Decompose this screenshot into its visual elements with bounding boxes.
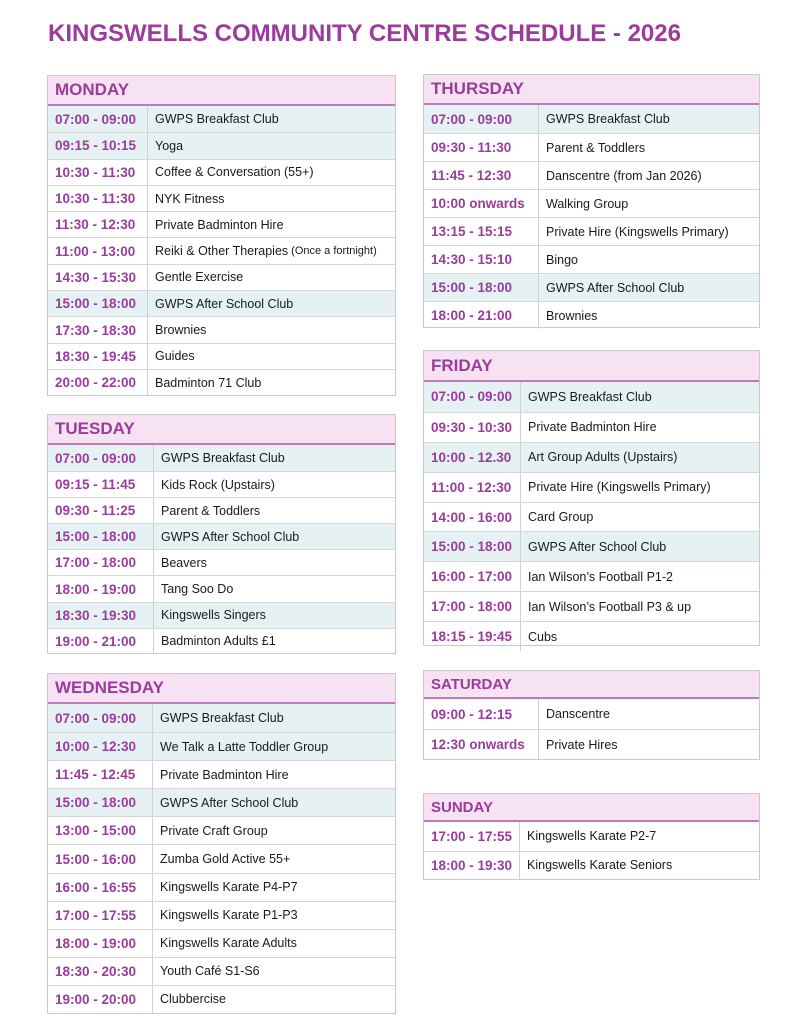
schedule-row bbox=[424, 382, 759, 412]
time-slot: 15:00 - 16:00 bbox=[48, 845, 153, 872]
activity-cell bbox=[539, 699, 610, 729]
activity-label: GWPS After School Club bbox=[155, 296, 294, 311]
schedule-row bbox=[48, 523, 395, 549]
saturday-schedule bbox=[423, 670, 760, 760]
schedule-row bbox=[48, 985, 395, 1013]
activity-cell bbox=[539, 730, 618, 759]
activity-cell bbox=[148, 133, 183, 158]
schedule-row bbox=[424, 591, 759, 621]
activity-label: Brownies bbox=[155, 323, 207, 338]
activity-label: Gentle Exercise bbox=[155, 270, 244, 285]
activity-note: (Once a fortnight) bbox=[291, 245, 377, 258]
time-slot: 11:30 - 12:30 bbox=[48, 212, 148, 237]
day-heading-monday: MONDAY bbox=[48, 76, 395, 106]
schedule-row bbox=[48, 237, 395, 263]
schedule-row bbox=[424, 245, 759, 273]
schedule-row bbox=[48, 445, 395, 471]
time-slot: 14:00 - 16:00 bbox=[424, 503, 521, 532]
schedule-row bbox=[48, 873, 395, 901]
schedule-row bbox=[48, 106, 395, 132]
day-heading-friday: FRIDAY bbox=[424, 351, 759, 382]
day-heading-wednesday: WEDNESDAY bbox=[48, 674, 395, 704]
time-slot: 11:45 - 12:30 bbox=[424, 162, 539, 189]
schedule-row bbox=[48, 343, 395, 369]
activity-cell bbox=[153, 930, 297, 957]
activity-cell bbox=[521, 562, 673, 591]
schedule-row bbox=[424, 442, 759, 472]
time-slot: 18:30 - 20:30 bbox=[48, 958, 153, 985]
schedule-row bbox=[48, 264, 395, 290]
activity-cell bbox=[148, 186, 224, 211]
time-slot: 09:30 - 11:25 bbox=[48, 498, 154, 523]
schedule-row bbox=[48, 159, 395, 185]
time-slot: 10:00 onwards bbox=[424, 190, 539, 217]
time-slot: 07:00 - 09:00 bbox=[48, 106, 148, 132]
activity-label: Ian Wilson’s Football P3 & up bbox=[528, 599, 692, 614]
activity-label: Beavers bbox=[161, 555, 207, 570]
time-slot: 07:00 - 09:00 bbox=[48, 704, 153, 732]
time-slot: 15:00 - 18:00 bbox=[424, 274, 539, 301]
time-slot: 17:00 - 17:55 bbox=[424, 822, 520, 851]
activity-label: GWPS After School Club bbox=[546, 280, 685, 295]
activity-cell bbox=[148, 317, 206, 342]
activity-label: Kingswells Singers bbox=[161, 608, 266, 623]
activity-label: GWPS Breakfast Club bbox=[155, 112, 279, 127]
time-slot: 17:00 - 18:00 bbox=[48, 550, 154, 575]
time-slot: 07:00 - 09:00 bbox=[48, 445, 154, 471]
activity-label: Private Hires bbox=[546, 737, 618, 752]
time-slot: 20:00 - 22:00 bbox=[48, 370, 148, 395]
time-slot: 09:15 - 11:45 bbox=[48, 472, 154, 497]
schedule-row bbox=[424, 472, 759, 502]
activity-label: Private Hire (Kingswells Primary) bbox=[528, 480, 711, 495]
activity-cell bbox=[539, 134, 645, 161]
activity-cell bbox=[539, 218, 729, 245]
time-slot: 15:00 - 18:00 bbox=[48, 789, 153, 816]
activity-cell bbox=[148, 106, 279, 132]
time-slot: 09:15 - 10:15 bbox=[48, 133, 148, 158]
activity-label: Ian Wilson’s Football P1-2 bbox=[528, 569, 673, 584]
schedule-row bbox=[424, 502, 759, 532]
time-slot: 07:00 - 09:00 bbox=[424, 105, 539, 133]
activity-label: GWPS After School Club bbox=[528, 539, 667, 554]
schedule-row bbox=[48, 575, 395, 601]
activity-label: Badminton 71 Club bbox=[155, 375, 262, 390]
time-slot: 15:00 - 18:00 bbox=[424, 532, 521, 561]
time-slot: 13:15 - 15:15 bbox=[424, 218, 539, 245]
schedule-row bbox=[424, 822, 759, 851]
time-slot: 09:00 - 12:15 bbox=[424, 699, 539, 729]
activity-cell bbox=[154, 576, 233, 601]
schedule-row bbox=[48, 760, 395, 788]
time-slot: 11:45 - 12:45 bbox=[48, 761, 153, 788]
time-slot: 19:00 - 21:00 bbox=[48, 629, 154, 654]
time-slot: 10:00 - 12:30 bbox=[48, 733, 153, 760]
schedule-row bbox=[48, 290, 395, 316]
activity-cell bbox=[154, 498, 260, 523]
activity-cell bbox=[521, 622, 557, 651]
schedule-row bbox=[48, 602, 395, 628]
activity-cell bbox=[520, 822, 656, 851]
schedule-row bbox=[48, 549, 395, 575]
activity-label: Yoga bbox=[155, 138, 184, 153]
thursday-schedule bbox=[423, 74, 760, 328]
activity-label: NYK Fitness bbox=[155, 191, 225, 206]
schedule-row bbox=[424, 412, 759, 442]
page-title: KINGSWELLS COMMUNITY CENTRE SCHEDULE - 2026 bbox=[48, 20, 681, 47]
schedule-row bbox=[48, 704, 395, 732]
activity-label: We Talk a Latte Toddler Group bbox=[160, 739, 329, 754]
schedule-row bbox=[424, 133, 759, 161]
activity-cell bbox=[153, 874, 298, 901]
activity-cell bbox=[153, 845, 290, 872]
schedule-row bbox=[424, 301, 759, 329]
time-slot: 16:00 - 17:00 bbox=[424, 562, 521, 591]
time-slot: 17:00 - 17:55 bbox=[48, 902, 153, 929]
time-slot: 09:30 - 11:30 bbox=[424, 134, 539, 161]
activity-cell bbox=[148, 344, 195, 369]
day-heading-saturday: SATURDAY bbox=[424, 671, 759, 699]
activity-label: Coffee & Conversation (55+) bbox=[155, 165, 314, 180]
time-slot: 10:30 - 11:30 bbox=[48, 186, 148, 211]
time-slot: 10:30 - 11:30 bbox=[48, 160, 148, 185]
activity-cell bbox=[153, 986, 226, 1013]
time-slot: 13:00 - 15:00 bbox=[48, 817, 153, 844]
activity-label: Danscentre bbox=[546, 707, 610, 721]
activity-cell bbox=[539, 190, 628, 217]
time-slot: 18:30 - 19:30 bbox=[48, 603, 154, 628]
day-heading-thursday: THURSDAY bbox=[424, 75, 759, 105]
activity-label: Reiki & Other Therapies bbox=[155, 244, 289, 259]
activity-label: Brownies bbox=[546, 308, 598, 323]
schedule-row bbox=[424, 217, 759, 245]
time-slot: 11:00 - 13:00 bbox=[48, 238, 148, 263]
time-slot: 11:00 - 12:30 bbox=[424, 473, 521, 502]
activity-cell bbox=[148, 238, 377, 263]
activity-cell bbox=[539, 162, 702, 189]
activity-label: Zumba Gold Active 55+ bbox=[160, 852, 291, 867]
schedule-row bbox=[48, 788, 395, 816]
activity-cell bbox=[521, 592, 691, 621]
activity-label: GWPS Breakfast Club bbox=[528, 389, 652, 404]
activity-label: Bingo bbox=[546, 252, 578, 267]
time-slot: 10:00 - 12.30 bbox=[424, 443, 521, 472]
schedule-row bbox=[48, 471, 395, 497]
activity-cell bbox=[154, 603, 266, 628]
activity-label: GWPS Breakfast Club bbox=[161, 451, 285, 466]
schedule-row bbox=[48, 732, 395, 760]
activity-label: Kingswells Karate P1-P3 bbox=[160, 908, 298, 923]
tuesday-schedule bbox=[47, 414, 396, 654]
schedule-row bbox=[424, 699, 759, 729]
schedule-row bbox=[424, 105, 759, 133]
time-slot: 14:30 - 15:30 bbox=[48, 265, 148, 290]
activity-cell bbox=[521, 382, 652, 412]
activity-cell bbox=[153, 958, 260, 985]
activity-label: GWPS After School Club bbox=[160, 795, 299, 810]
activity-label: Kingswells Karate P4-P7 bbox=[160, 880, 298, 895]
schedule-row bbox=[424, 273, 759, 301]
time-slot: 18:00 - 21:00 bbox=[424, 302, 539, 329]
activity-cell bbox=[148, 160, 314, 185]
day-heading-sunday: SUNDAY bbox=[424, 794, 759, 822]
activity-cell bbox=[154, 445, 285, 471]
activity-label: Private Badminton Hire bbox=[528, 420, 657, 435]
activity-label: GWPS Breakfast Club bbox=[160, 711, 284, 726]
time-slot: 14:30 - 15:10 bbox=[424, 246, 539, 273]
day-heading-tuesday: TUESDAY bbox=[48, 415, 395, 445]
schedule-row bbox=[48, 316, 395, 342]
schedule-row bbox=[424, 189, 759, 217]
activity-cell bbox=[148, 370, 261, 395]
schedule-row bbox=[424, 561, 759, 591]
friday-schedule bbox=[423, 350, 760, 646]
activity-cell bbox=[154, 550, 207, 575]
schedule-row bbox=[424, 621, 759, 651]
activity-cell bbox=[539, 105, 670, 133]
activity-label: Tang Soo Do bbox=[161, 582, 234, 597]
activity-label: Walking Group bbox=[546, 196, 629, 211]
activity-label: Private Craft Group bbox=[160, 823, 268, 838]
activity-cell bbox=[521, 532, 666, 561]
time-slot: 19:00 - 20:00 bbox=[48, 986, 153, 1013]
activity-label: Kids Rock (Upstairs) bbox=[161, 477, 275, 492]
activity-cell bbox=[148, 212, 284, 237]
sunday-schedule bbox=[423, 793, 760, 880]
activity-label: Badminton Adults £1 bbox=[161, 634, 276, 649]
time-slot: 18:00 - 19:00 bbox=[48, 576, 154, 601]
time-slot: 12:30 onwards bbox=[424, 730, 539, 759]
activity-cell bbox=[153, 761, 289, 788]
activity-label: Private Badminton Hire bbox=[160, 767, 289, 782]
schedule-row bbox=[48, 957, 395, 985]
activity-label: Cubs bbox=[528, 629, 558, 644]
schedule-row bbox=[424, 531, 759, 561]
activity-label: Clubbercise bbox=[160, 992, 227, 1007]
activity-cell bbox=[539, 246, 578, 273]
activity-cell bbox=[539, 274, 684, 301]
activity-cell bbox=[521, 503, 593, 532]
time-slot: 18:00 - 19:30 bbox=[424, 852, 520, 880]
activity-cell bbox=[539, 302, 597, 329]
schedule-row bbox=[424, 851, 759, 880]
time-slot: 18:00 - 19:00 bbox=[48, 930, 153, 957]
activity-label: Guides bbox=[155, 349, 195, 364]
schedule-row bbox=[48, 497, 395, 523]
activity-label: Kingswells Karate Seniors bbox=[527, 858, 673, 873]
schedule-row bbox=[48, 816, 395, 844]
activity-label: Card Group bbox=[528, 510, 594, 524]
time-slot: 15:00 - 18:00 bbox=[48, 291, 148, 316]
schedule-row bbox=[48, 844, 395, 872]
schedule-row bbox=[424, 161, 759, 189]
activity-cell bbox=[153, 902, 298, 929]
activity-label: GWPS After School Club bbox=[161, 529, 300, 544]
activity-label: Youth Café S1-S6 bbox=[160, 964, 260, 979]
schedule-row bbox=[48, 185, 395, 211]
activity-label: Parent & Toddlers bbox=[161, 503, 261, 518]
activity-cell bbox=[153, 704, 284, 732]
activity-cell bbox=[153, 817, 268, 844]
wednesday-schedule bbox=[47, 673, 396, 1014]
activity-label: Kingswells Karate Adults bbox=[160, 936, 297, 951]
schedule-row bbox=[48, 901, 395, 929]
activity-label: Private Badminton Hire bbox=[155, 217, 284, 232]
activity-cell bbox=[521, 413, 657, 442]
schedule-row bbox=[48, 628, 395, 654]
activity-cell bbox=[153, 733, 328, 760]
schedule-row bbox=[48, 929, 395, 957]
activity-cell bbox=[154, 524, 299, 549]
activity-cell bbox=[148, 265, 243, 290]
activity-label: Parent & Toddlers bbox=[546, 140, 646, 155]
activity-label: Kingswells Karate P2-7 bbox=[527, 829, 657, 844]
activity-label: Private Hire (Kingswells Primary) bbox=[546, 224, 729, 239]
time-slot: 09:30 - 10:30 bbox=[424, 413, 521, 442]
activity-cell bbox=[520, 852, 672, 880]
schedule-row bbox=[48, 132, 395, 158]
activity-cell bbox=[154, 472, 275, 497]
time-slot: 18:30 - 19:45 bbox=[48, 344, 148, 369]
activity-label: Danscentre (from Jan 2026) bbox=[546, 168, 702, 183]
activity-cell bbox=[148, 291, 293, 316]
schedule-row bbox=[424, 729, 759, 759]
time-slot: 17:00 - 18:00 bbox=[424, 592, 521, 621]
time-slot: 15:00 - 18:00 bbox=[48, 524, 154, 549]
schedule-row bbox=[48, 211, 395, 237]
activity-cell bbox=[153, 789, 298, 816]
activity-cell bbox=[154, 629, 276, 654]
time-slot: 07:00 - 09:00 bbox=[424, 382, 521, 412]
activity-label: GWPS Breakfast Club bbox=[546, 112, 670, 126]
activity-cell bbox=[521, 473, 711, 502]
time-slot: 16:00 - 16:55 bbox=[48, 874, 153, 901]
schedule-row bbox=[48, 369, 395, 395]
activity-cell bbox=[521, 443, 677, 472]
monday-schedule bbox=[47, 75, 396, 396]
time-slot: 17:30 - 18:30 bbox=[48, 317, 148, 342]
time-slot: 18:15 - 19:45 bbox=[424, 622, 521, 651]
activity-label: Art Group Adults (Upstairs) bbox=[528, 450, 678, 465]
